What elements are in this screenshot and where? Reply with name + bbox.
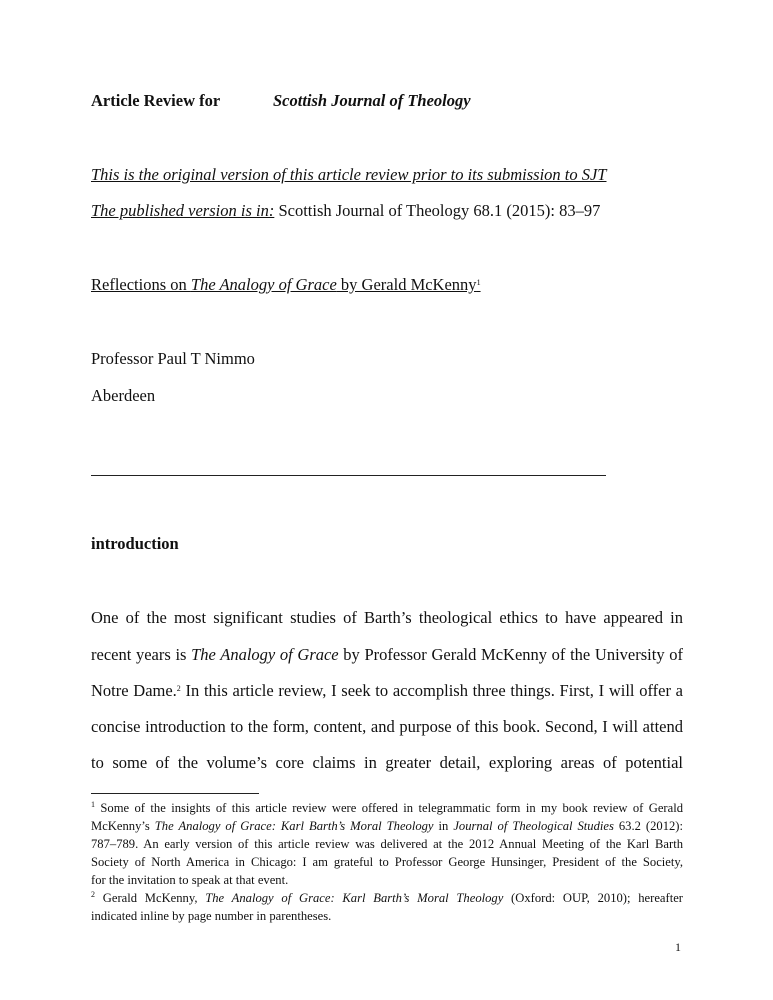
footnote-ref-2[interactable]: 2: [176, 684, 181, 693]
published-version-note: [91, 201, 600, 221]
author-name: Professor Paul T Nimmo: [91, 349, 255, 368]
original-version-note: This is the original version of this article review prior to its submission to SJT: [91, 165, 607, 184]
body-line: concise introduction to the form, content, and purpose of this book. Second, I will attend: [91, 717, 683, 736]
horizontal-rule: [91, 475, 606, 476]
footnote-separator: [91, 793, 259, 794]
footnote-1-line: McKenny’s The Analogy of Grace: Karl Barth’s Moral Theology in Journal of Theological Studies 63.2 (2012):: [91, 819, 683, 833]
body-line: to some of the volume’s core claims in greater detail, exploring areas of potential: [91, 753, 683, 772]
footnote-2-line: indicated inline by page number in parentheses.: [91, 909, 332, 923]
header-line: [91, 91, 471, 111]
body-line: recent years is The Analogy of Grace by Professor Gerald McKenny of the University of: [91, 645, 683, 664]
header-label: Article Review for: [91, 91, 221, 110]
section-heading: introduction: [91, 534, 179, 553]
footnote-1-line: for the invitation to speak at that event.: [91, 873, 289, 887]
published-reference: Scottish Journal of Theology 68.1 (2015): 83–97: [274, 201, 601, 220]
journal-name: Scottish Journal of Theology: [273, 91, 471, 110]
footnote-1-line: Society of North America in Chicago: I am grateful to Professor George Hunsinger, President of the Society,: [91, 855, 683, 869]
article-title: Reflections on The Analogy of Grace by Gerald McKenny$^1$: [91, 275, 481, 294]
body-line: Notre Dame.$^2$ In this article review, I seek to accomplish three things. First, I will offer a: [91, 681, 683, 700]
footnote-ref-1[interactable]: 1: [476, 278, 481, 287]
page-number: 1: [675, 940, 681, 954]
footnote-1: $^1$ Some of the insights of this article review were offered in telegrammatic form in my book review of Gerald: [91, 800, 683, 815]
footnote-1-line: 787–789. An early version of this article review was delivered at the 2012 Annual Meeting of the Karl Barth: [91, 837, 683, 851]
footnote-2: $^2$ Gerald McKenny, The Analogy of Grace: Karl Barth’s Moral Theology (Oxford: OUP, 2010); hereafter: [91, 890, 683, 905]
published-label: The published version is in:: [91, 201, 275, 220]
body-line: One of the most significant studies of Barth’s theological ethics to have appeared in: [91, 608, 683, 627]
author-place: Aberdeen: [91, 386, 156, 405]
